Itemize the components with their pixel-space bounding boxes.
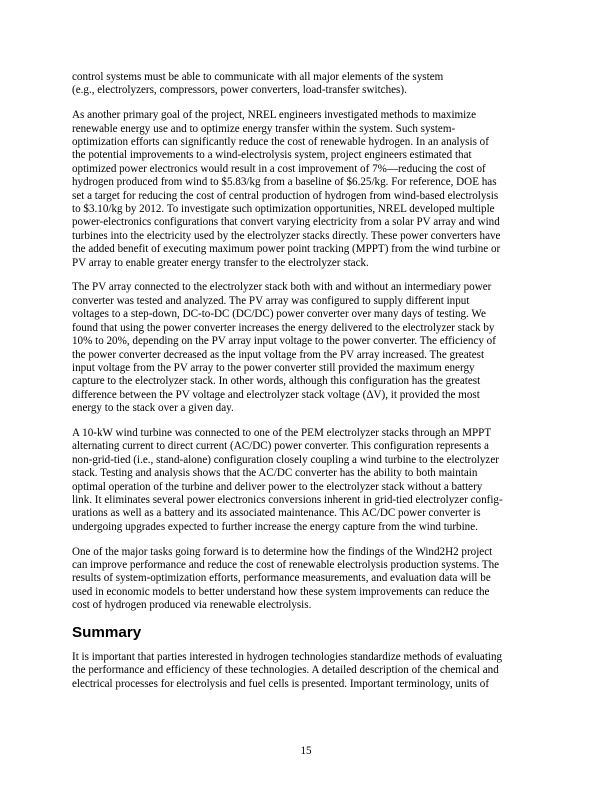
text-line: cost of hydrogen produced via renewable electrolysis.: [72, 599, 312, 612]
text-line: A 10-kW wind turbine was connected to one of the PEM electrolyzer stacks through an MPPT: [72, 426, 492, 439]
text-line: The PV array connected to the electrolyzer stack both with and without an intermediary power: [72, 281, 492, 294]
text-line: energy to the stack over a given day.: [72, 402, 234, 415]
text-line: voltages to a step-down, DC-to-DC (DC/DC) power converter over many days of testing. We: [72, 308, 486, 321]
text-line: control systems must be able to communicate with all major elements of the system: [72, 71, 444, 83]
text-line: link. It eliminates several power electronics conversions inherent in grid-tied electrolyzer config-: [72, 493, 503, 506]
text-line: the added benefit of executing maximum power point tracking (MPPT) from the wind turbine or: [72, 243, 501, 256]
text-line: electrical processes for electrolysis and fuel cells is presented. Important terminology, units of: [72, 677, 490, 690]
text-line: optimization efforts can significantly reduce the cost of renewable hydrogen. In an analysis of: [72, 136, 489, 149]
text-line: (e.g., electrolyzers, compressors, power converters, load-transfer switches).: [72, 84, 407, 97]
text-line: found that using the power converter increases the energy delivered to the electrolyzer stack by: [72, 321, 495, 334]
text-line: undergoing upgrades expected to further increase the energy capture from the wind turbine.: [72, 520, 478, 533]
text-line: One of the major tasks going forward is to determine how the findings of the Wind2H2 project: [72, 545, 493, 558]
text-line: difference between the PV voltage and electrolyzer stack voltage (ΔV), it provided the most: [72, 388, 480, 401]
text-line: 10% to 20%, depending on the PV array input voltage to the power converter. The efficiency of: [72, 335, 496, 348]
text-line: results of system-optimization efforts, performance measurements, and evaluation data will be: [72, 572, 491, 585]
text-line: stack. Testing and analysis shows that the AC/DC converter has the ability to both maintain: [72, 467, 478, 480]
text-line: to $3.10/kg by 2012. To investigate such optimization opportunities, NREL developed multiple: [72, 203, 495, 216]
text-line: converter was tested and analyzed. The PV array was configured to supply different input: [72, 294, 470, 307]
page-number: 15: [300, 745, 312, 757]
text-line: input voltage from the PV array to the power converter still provided the maximum energy: [72, 361, 475, 374]
text-line: the performance and efficiency of these technologies. A detailed description of the chemical and: [72, 664, 499, 677]
text-line: optimized power electronics would result in a cost improvement of 7%—reducing the cost of: [72, 162, 486, 175]
body-text: [72, 71, 542, 613]
text-line: alternating current to direct current (AC/DC) power converter. This configuration represents a: [72, 440, 489, 453]
text-line: capture to the electrolyzer stack. In other words, although this configuration has the greatest: [72, 375, 481, 388]
text-line: renewable energy use and to optimize energy transfer within the system. Such system-: [72, 122, 456, 135]
text-line: can improve performance and reduce the cost of renewable electrolysis production systems. The: [72, 558, 500, 571]
text-line: It is important that parties interested in hydrogen technologies standardize methods of evaluating: [72, 650, 503, 663]
text-line: urations as well as a battery and its associated maintenance. This AC/DC power converter is: [72, 507, 481, 520]
text-line: turbines into the electricity used by the electrolyzer stacks directly. These power converters have: [72, 229, 501, 242]
text-line: the potential improvements to a wind-electrolysis system, project engineers estimated that: [72, 149, 472, 162]
paragraph: [72, 427, 542, 534]
paragraph: [72, 546, 542, 613]
paragraph: [72, 109, 542, 270]
text-line: non-grid-tied (i.e., stand-alone) configuration closely coupling a wind turbine to the electrolyzer: [72, 453, 499, 466]
text-line: As another primary goal of the project, NREL engineers investigated methods to maximize: [72, 109, 477, 122]
text-line: PV array to enable greater energy transfer to the electrolyzer stack.: [72, 256, 369, 269]
page-body: [72, 71, 542, 703]
text-line: hydrogen produced from wind to $5.83/kg from a baseline of $6.25/kg. For reference, DOE has: [72, 176, 497, 189]
text-line: the power converter decreased as the input voltage from the PV array increased. The greatest: [72, 348, 485, 361]
paragraph: [72, 281, 542, 415]
summary-paragraph: [72, 651, 542, 691]
text-line: optimal operation of the turbine and deliver power to the electrolyzer stack without a battery: [72, 480, 483, 493]
paragraph: [72, 71, 542, 98]
text-line: power-electronics configurations that convert varying electricity from a solar PV array and wind: [72, 216, 500, 229]
section-heading-summary: Summary: [72, 623, 142, 641]
text-line: used in economic models to better understand how these system improvements can reduce the: [72, 585, 490, 598]
text-line: set a target for reducing the cost of central production of hydrogen from wind-based electrolysis: [72, 189, 499, 202]
